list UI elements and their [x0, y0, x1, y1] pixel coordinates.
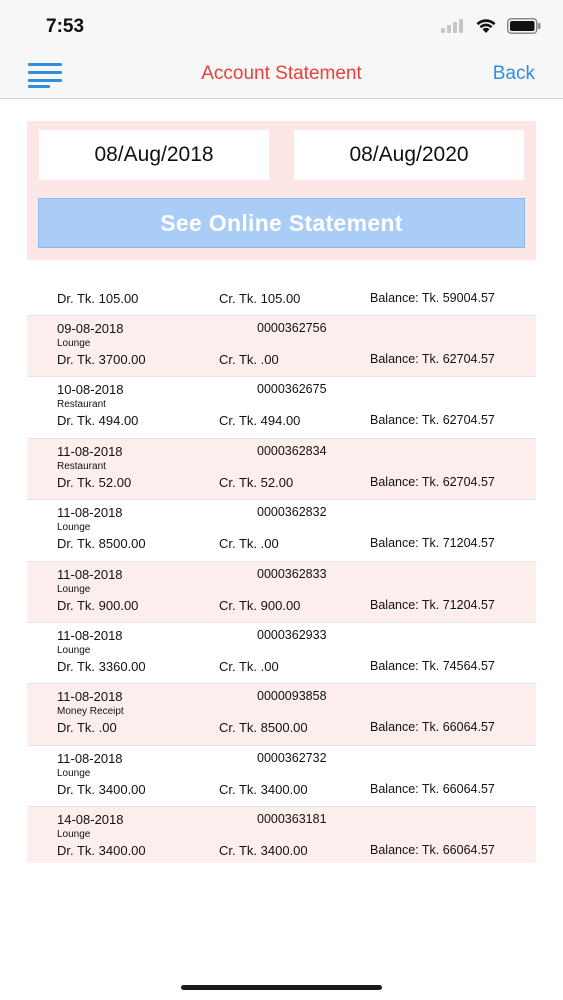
- list-item: [27, 500, 536, 561]
- list-item: [27, 316, 536, 377]
- debit-amount: Dr. Tk. 3700.00: [57, 352, 146, 367]
- transaction-date: 11-08-2018: [57, 566, 123, 582]
- credit-amount: Cr. Tk. 52.00: [219, 474, 294, 490]
- back-button[interactable]: Back: [492, 63, 535, 84]
- list-item: [27, 377, 536, 438]
- page-title: Account Statement: [201, 63, 362, 84]
- list-item: [27, 285, 536, 316]
- status-bar: [0, 0, 563, 50]
- transaction-type: Restaurant: [57, 460, 106, 472]
- reference-number: 0000093858: [257, 689, 327, 704]
- debit-amount: Dr. Tk. 105.00: [57, 291, 139, 306]
- debit-amount: Dr. Tk. 8500.00: [57, 536, 146, 552]
- list-item: [27, 807, 536, 863]
- credit-amount: Cr. Tk. 8500.00: [219, 720, 308, 736]
- credit-amount: Cr. Tk. .00: [219, 658, 279, 674]
- credit-amount: Cr. Tk. 105.00: [219, 291, 301, 306]
- transaction-date: 11-08-2018: [57, 505, 123, 521]
- transaction-type: Lounge: [57, 829, 91, 841]
- transaction-type: Restaurant: [57, 399, 106, 411]
- transaction-type: Lounge: [57, 583, 91, 595]
- debit-amount: Dr. Tk. 900.00: [57, 597, 139, 613]
- reference-number: 0000362834: [257, 443, 327, 458]
- see-online-statement-button[interactable]: See Online Statement: [38, 198, 525, 248]
- from-date-field[interactable]: 08/Aug/2018: [39, 130, 269, 180]
- reference-number: 0000362732: [257, 750, 327, 765]
- debit-amount: Dr. Tk. 3400.00: [57, 843, 146, 859]
- balance-amount: Balance: Tk. 71204.57: [370, 597, 495, 612]
- transaction-date: 11-08-2018: [57, 627, 123, 643]
- credit-amount: Cr. Tk. 3400.00: [219, 781, 308, 797]
- transaction-date: 10-08-2018: [57, 382, 124, 398]
- balance-amount: Balance: Tk. 62704.57: [370, 352, 495, 366]
- balance-amount: Balance: Tk. 66064.57: [370, 720, 495, 735]
- home-indicator[interactable]: [181, 985, 382, 990]
- status-time: 7:53: [46, 16, 85, 37]
- transaction-type: Lounge: [57, 338, 91, 349]
- balance-amount: Balance: Tk. 62704.57: [370, 413, 495, 428]
- to-date-field[interactable]: 08/Aug/2020: [294, 130, 524, 180]
- transaction-date: 09-08-2018: [57, 321, 124, 336]
- reference-number: 0000362675: [257, 382, 327, 397]
- list-item: [27, 684, 536, 745]
- reference-number: 0000362933: [257, 627, 327, 642]
- credit-amount: Cr. Tk. 3400.00: [219, 843, 308, 859]
- debit-amount: Dr. Tk. 52.00: [57, 474, 132, 490]
- battery-icon: [507, 18, 541, 34]
- transaction-type: Money Receipt: [57, 706, 124, 718]
- balance-amount: Balance: Tk. 62704.57: [370, 474, 495, 489]
- list-item: [27, 746, 536, 807]
- credit-amount: Cr. Tk. .00: [219, 536, 279, 552]
- list-item: [27, 439, 536, 500]
- list-item: [27, 562, 536, 623]
- nav-bar: [0, 50, 563, 99]
- transaction-date: 14-08-2018: [57, 812, 124, 828]
- transaction-date: 11-08-2018: [57, 443, 123, 459]
- balance-amount: Balance: Tk. 71204.57: [370, 536, 495, 551]
- transaction-type: Lounge: [57, 767, 91, 779]
- balance-amount: Balance: Tk. 59004.57: [370, 291, 495, 305]
- transaction-type: Lounge: [57, 522, 91, 534]
- debit-amount: Dr. Tk. 494.00: [57, 413, 139, 429]
- date-filter-panel: [27, 121, 536, 260]
- reference-number: 0000362832: [257, 505, 327, 520]
- reference-number: 0000362756: [257, 321, 327, 335]
- transaction-type: Lounge: [57, 644, 91, 656]
- status-icons: [441, 18, 541, 34]
- debit-amount: Dr. Tk. 3400.00: [57, 781, 146, 797]
- wifi-icon: [475, 18, 497, 34]
- credit-amount: Cr. Tk. 494.00: [219, 413, 301, 429]
- transaction-date: 11-08-2018: [57, 750, 123, 766]
- credit-amount: Cr. Tk. 900.00: [219, 597, 301, 613]
- reference-number: 0000362833: [257, 566, 327, 581]
- statement-list[interactable]: [27, 285, 536, 863]
- reference-number: 0000363181: [257, 812, 327, 827]
- cellular-signal-icon: [441, 19, 465, 33]
- debit-amount: Dr. Tk. 3360.00: [57, 658, 146, 674]
- balance-amount: Balance: Tk. 66064.57: [370, 843, 495, 858]
- debit-amount: Dr. Tk. .00: [57, 720, 117, 736]
- list-item: [27, 623, 536, 684]
- balance-amount: Balance: Tk. 74564.57: [370, 658, 495, 673]
- balance-amount: Balance: Tk. 66064.57: [370, 781, 495, 796]
- credit-amount: Cr. Tk. .00: [219, 352, 279, 367]
- transaction-date: 11-08-2018: [57, 689, 123, 705]
